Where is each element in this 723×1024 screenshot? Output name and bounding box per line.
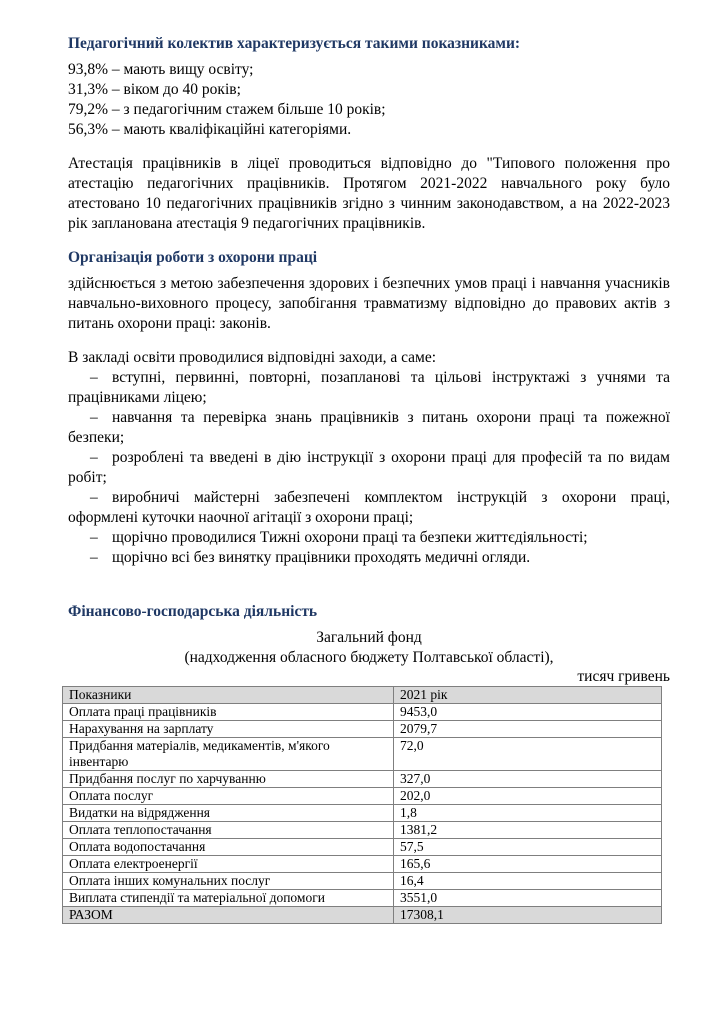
table-cell: 17308,1 bbox=[394, 907, 662, 924]
list-item-text: виробничі майстерні забезпечені комплектом інструкцій з охорони праці, оформлені куточки наочної агітації з охорони праці; bbox=[68, 489, 670, 526]
dash-marker: – bbox=[90, 489, 98, 506]
staff-heading: Педагогічний колектив характеризується такими показниками: bbox=[68, 35, 521, 52]
fund-subtitle: (надходження обласного бюджету Полтавської області), bbox=[184, 649, 554, 666]
staff-stat: 31,3% – віком до 40 років; bbox=[68, 81, 241, 98]
list-item-text: щорічно всі без винятку працівники проходять медичні огляди. bbox=[112, 549, 531, 566]
table-cell: 2079,7 bbox=[394, 721, 662, 738]
table-cell: Нарахування на зарплату bbox=[63, 721, 394, 738]
table-row bbox=[63, 873, 662, 890]
table-row bbox=[63, 721, 662, 738]
document-page bbox=[68, 34, 670, 924]
table-cell: 165,6 bbox=[394, 856, 662, 873]
table-cell: Виплата стипендії та матеріальної допомоги bbox=[63, 890, 394, 907]
list-item bbox=[68, 488, 670, 528]
table-cell: Оплата водопостачання bbox=[63, 839, 394, 856]
column-header: 2021 рік bbox=[394, 687, 662, 704]
list-item-text: розроблені та введені в дію інструкції з охорони праці для професій та по видам робіт; bbox=[68, 449, 670, 486]
table-row bbox=[63, 805, 662, 822]
list-item bbox=[68, 528, 670, 548]
column-header: Показники bbox=[63, 687, 394, 704]
table-cell: РАЗОМ bbox=[63, 907, 394, 924]
table-row bbox=[63, 839, 662, 856]
list-item-text: вступні, первинні, повторні, позапланові та цільові інструктажі з учнями та працівниками ліцею; bbox=[68, 369, 670, 406]
table-cell: 72,0 bbox=[394, 738, 662, 771]
list-item bbox=[68, 448, 670, 488]
safety-measures-intro: В закладі освіти проводилися відповідні заходи, а саме: bbox=[68, 349, 437, 366]
table-row bbox=[63, 788, 662, 805]
fund-title: Загальний фонд bbox=[316, 629, 422, 646]
table-row bbox=[63, 890, 662, 907]
table-header-row bbox=[63, 687, 662, 704]
units-label: тисяч гривень bbox=[577, 668, 670, 685]
table-cell: 1,8 bbox=[394, 805, 662, 822]
table-cell: 16,4 bbox=[394, 873, 662, 890]
table-cell: 327,0 bbox=[394, 771, 662, 788]
staff-stats-list bbox=[68, 60, 670, 140]
dash-marker: – bbox=[90, 369, 98, 386]
safety-measures-list bbox=[68, 368, 670, 568]
table-cell: 1381,2 bbox=[394, 822, 662, 839]
table-cell: 9453,0 bbox=[394, 704, 662, 721]
table-row bbox=[63, 704, 662, 721]
table-row bbox=[63, 856, 662, 873]
table-row bbox=[63, 771, 662, 788]
table-row bbox=[63, 822, 662, 839]
staff-stat: 93,8% – мають вищу освіту; bbox=[68, 61, 254, 78]
table-cell: Оплата теплопостачання bbox=[63, 822, 394, 839]
safety-heading: Організація роботи з охорони праці bbox=[68, 249, 318, 266]
table-total-row bbox=[63, 907, 662, 924]
table-cell: 202,0 bbox=[394, 788, 662, 805]
table-cell: Оплата праці працівників bbox=[63, 704, 394, 721]
staff-stat: 79,2% – з педагогічним стажем більше 10 років; bbox=[68, 101, 386, 118]
safety-intro-paragraph: здійснюється з метою забезпечення здорових і безпечних умов праці і навчання учасників навчально-виховного процесу, запобігання травматизму відповідно до правових актів з питань охорони праці: законів. bbox=[68, 275, 670, 332]
table-row bbox=[63, 738, 662, 771]
list-item-text: навчання та перевірка знань працівників з питань охорони праці та пожежної безпеки; bbox=[68, 409, 670, 446]
dash-marker: – bbox=[90, 529, 98, 546]
table-cell: Придбання послуг по харчуванню bbox=[63, 771, 394, 788]
finance-table bbox=[62, 686, 662, 924]
table-cell: 57,5 bbox=[394, 839, 662, 856]
list-item-text: щорічно проводилися Тижні охорони праці та безпеки життєдіяльності; bbox=[112, 529, 588, 546]
list-item bbox=[68, 408, 670, 448]
table-cell: Оплата послуг bbox=[63, 788, 394, 805]
list-item bbox=[68, 368, 670, 408]
attestation-paragraph: Атестація працівників в ліцеї проводиться відповідно до "Типового положення про атестацію педагогічних працівників. Протягом 2021-2022 навчального року було атестовано 10 педагогічних працівників згідно з чинним законодавством, а на 2022-2023 рік запланована атестація 9 педагогічних працівників. bbox=[68, 155, 670, 232]
table-cell: Видатки на відрядження bbox=[63, 805, 394, 822]
table-cell: 3551,0 bbox=[394, 890, 662, 907]
table-cell: Оплата електроенергії bbox=[63, 856, 394, 873]
dash-marker: – bbox=[90, 549, 98, 566]
finance-heading: Фінансово-господарська діяльність bbox=[68, 603, 318, 620]
table-cell: Придбання матеріалів, медикаментів, м'якого інвентарю bbox=[63, 738, 394, 771]
dash-marker: – bbox=[90, 449, 98, 466]
staff-stat: 56,3% – мають кваліфікаційні категоріями. bbox=[68, 121, 352, 138]
list-item bbox=[68, 548, 670, 568]
dash-marker: – bbox=[90, 409, 98, 426]
table-cell: Оплата інших комунальних послуг bbox=[63, 873, 394, 890]
